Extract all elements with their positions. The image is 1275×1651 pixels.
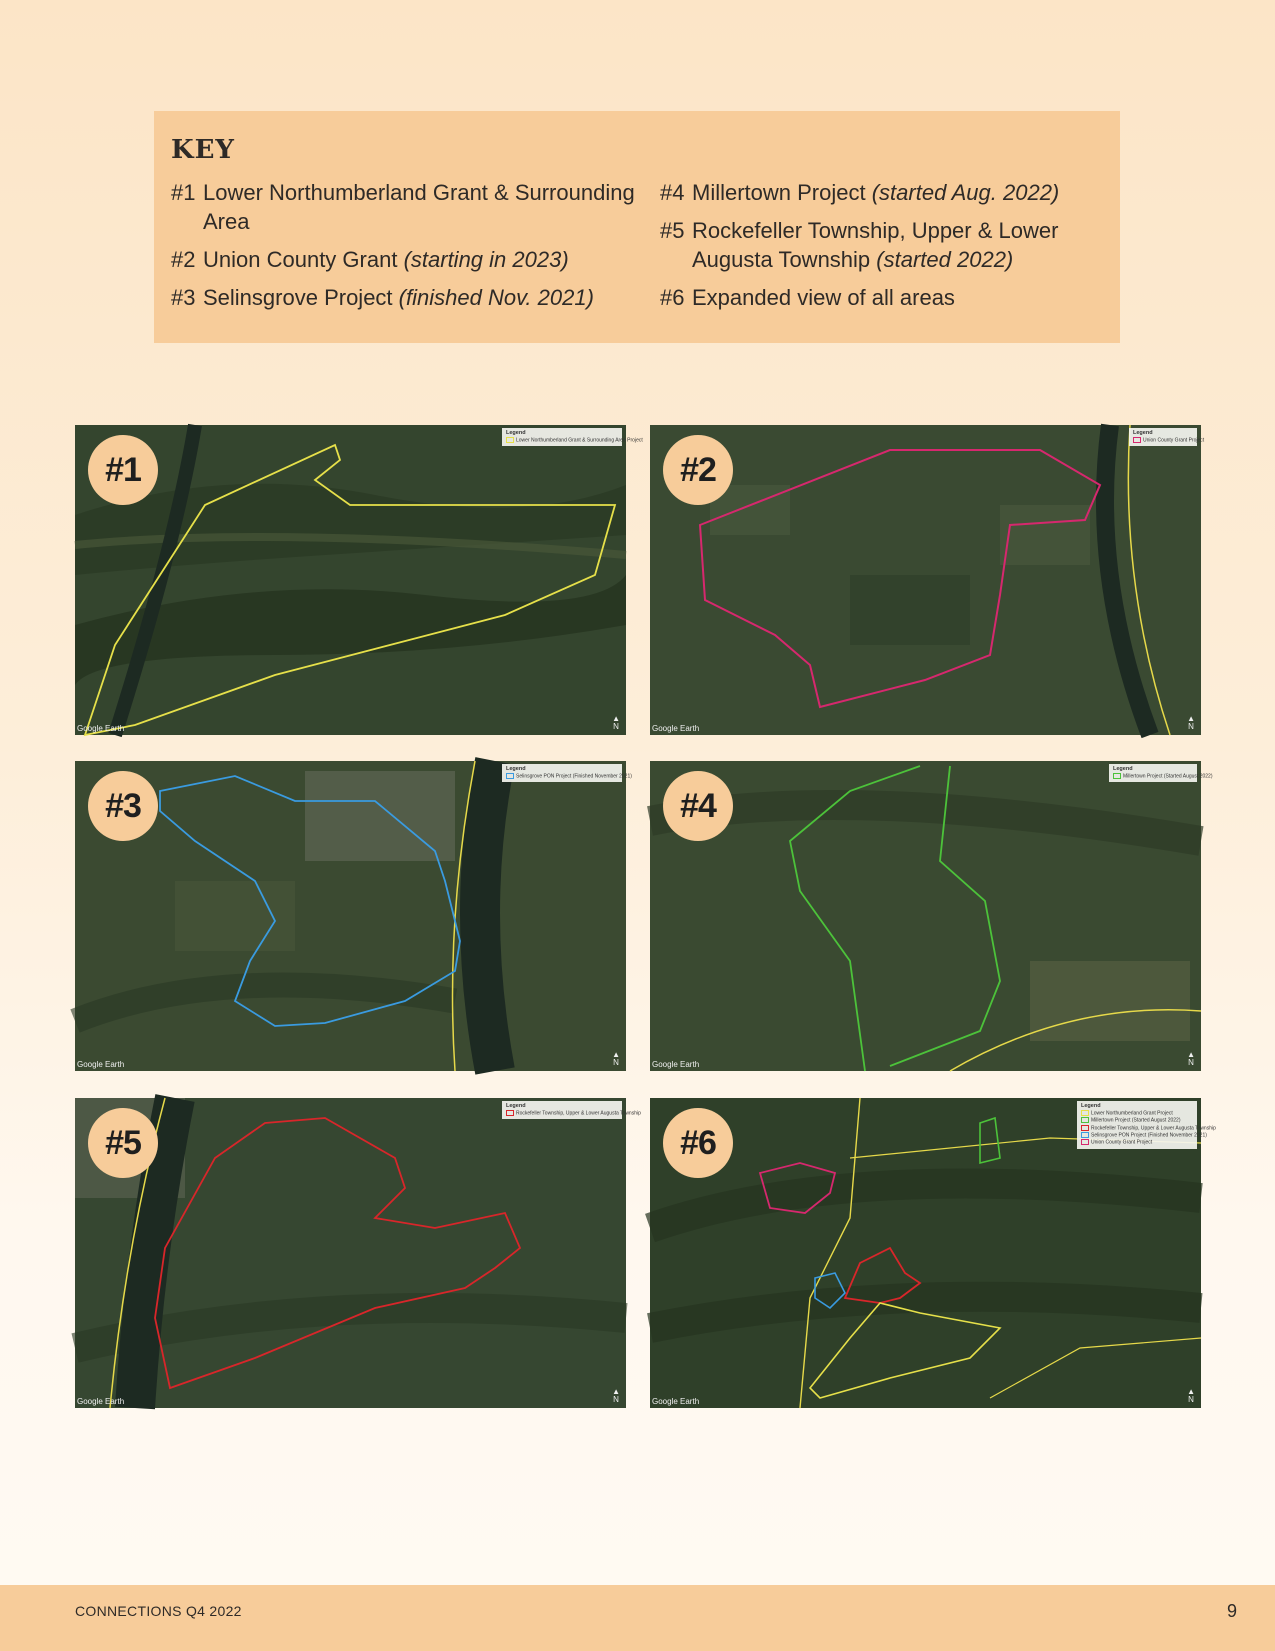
north-arrow-icon: ▲ N: [1187, 1387, 1195, 1404]
map-badge: #3: [88, 771, 158, 841]
legend-item: Lower Northumberland Grant Project: [1081, 1110, 1193, 1117]
page-number: 9: [1226, 1601, 1237, 1621]
legend-item: Rockefeller Township, Upper & Lower Augusta Township: [506, 1110, 618, 1117]
google-earth-credit: Google Earth: [77, 1397, 125, 1406]
key-item-5: [660, 216, 1110, 274]
key-item-2: [171, 245, 641, 274]
key-title: KEY: [171, 135, 235, 165]
key-item-number: #2: [171, 247, 196, 272]
page-footer: [0, 1585, 1275, 1651]
google-earth-credit: Google Earth: [652, 724, 700, 733]
key-item-label: Union County Grant: [203, 247, 398, 272]
map-6: [650, 1098, 1216, 1408]
key-item-number: #4: [660, 180, 685, 205]
legend-item: Millertown Project (Started August 2022): [1081, 1117, 1193, 1124]
key-item-note: (started Aug. 2022): [871, 180, 1060, 205]
key-item-4: [660, 178, 1110, 207]
legend-item: Millertown Project (Started August 2022): [1113, 773, 1193, 780]
publication-name: CONNECTIONS Q4 2022: [75, 1603, 242, 1619]
map-legend: [502, 1101, 641, 1119]
map-2: [650, 425, 1205, 735]
map-badge: #1: [88, 435, 158, 505]
key-item-6: [660, 283, 1110, 312]
legend-title: Legend: [1133, 430, 1153, 436]
north-arrow-icon: ▲ N: [612, 1050, 620, 1067]
key-item-label: Selinsgrove Project: [203, 285, 393, 310]
legend-item: Selinsgrove PON Project (Finished November 2021): [506, 773, 618, 780]
map-4: [650, 761, 1213, 1071]
google-earth-credit: Google Earth: [652, 1060, 700, 1069]
map-badge: #6: [663, 1108, 733, 1178]
google-earth-credit: Google Earth: [652, 1397, 700, 1406]
north-arrow-icon: ▲ N: [612, 1387, 620, 1404]
key-item-number: #6: [660, 285, 685, 310]
legend-title: Legend: [506, 430, 526, 436]
map-legend: [502, 764, 632, 782]
map-3: [75, 761, 632, 1071]
legend-title: Legend: [506, 766, 526, 772]
map-legend: [1129, 428, 1205, 446]
map-1: [75, 425, 643, 735]
key-item-number: #5: [660, 218, 685, 243]
legend-item: Union County Grant Project: [1081, 1139, 1193, 1146]
key-box: [154, 111, 1120, 343]
legend-item: Union County Grant Project: [1133, 437, 1193, 444]
north-arrow-icon: ▲ N: [1187, 714, 1195, 731]
key-item-label: Millertown Project: [692, 180, 866, 205]
legend-item: Rockefeller Township, Upper & Lower Augusta Township: [1081, 1125, 1193, 1132]
key-item-1: [171, 178, 641, 236]
key-item-note: (started 2022): [876, 247, 1014, 272]
map-legend: [502, 428, 643, 446]
map-5: [75, 1098, 641, 1408]
key-item-number: #1: [171, 180, 196, 205]
map-legend: [1077, 1101, 1216, 1149]
key-item-number: #3: [171, 285, 196, 310]
legend-title: Legend: [1081, 1103, 1101, 1109]
key-item-label: Lower Northumberland Grant & Surrounding Area: [203, 180, 635, 234]
key-item-note: (starting in 2023): [403, 247, 569, 272]
map-badge: #2: [663, 435, 733, 505]
legend-title: Legend: [506, 1103, 526, 1109]
google-earth-credit: Google Earth: [77, 1060, 125, 1069]
key-item-note: (finished Nov. 2021): [398, 285, 594, 310]
key-item-3: [171, 283, 641, 312]
north-arrow-icon: ▲ N: [1187, 1050, 1195, 1067]
map-badge: #4: [663, 771, 733, 841]
key-item-label: Rockefeller Township, Upper & Lower Augusta Township: [692, 218, 1059, 272]
legend-title: Legend: [1113, 766, 1133, 772]
legend-item: Lower Northumberland Grant & Surrounding Area Project: [506, 437, 618, 444]
north-arrow-icon: ▲ N: [612, 714, 620, 731]
map-badge: #5: [88, 1108, 158, 1178]
google-earth-credit: Google Earth: [77, 724, 125, 733]
map-legend: [1109, 764, 1213, 782]
key-column-left: [171, 178, 641, 321]
legend-item: Selinsgrove PON Project (Finished November 2021): [1081, 1132, 1193, 1139]
key-item-label: Expanded view of all areas: [692, 285, 955, 310]
key-column-right: [660, 178, 1110, 321]
